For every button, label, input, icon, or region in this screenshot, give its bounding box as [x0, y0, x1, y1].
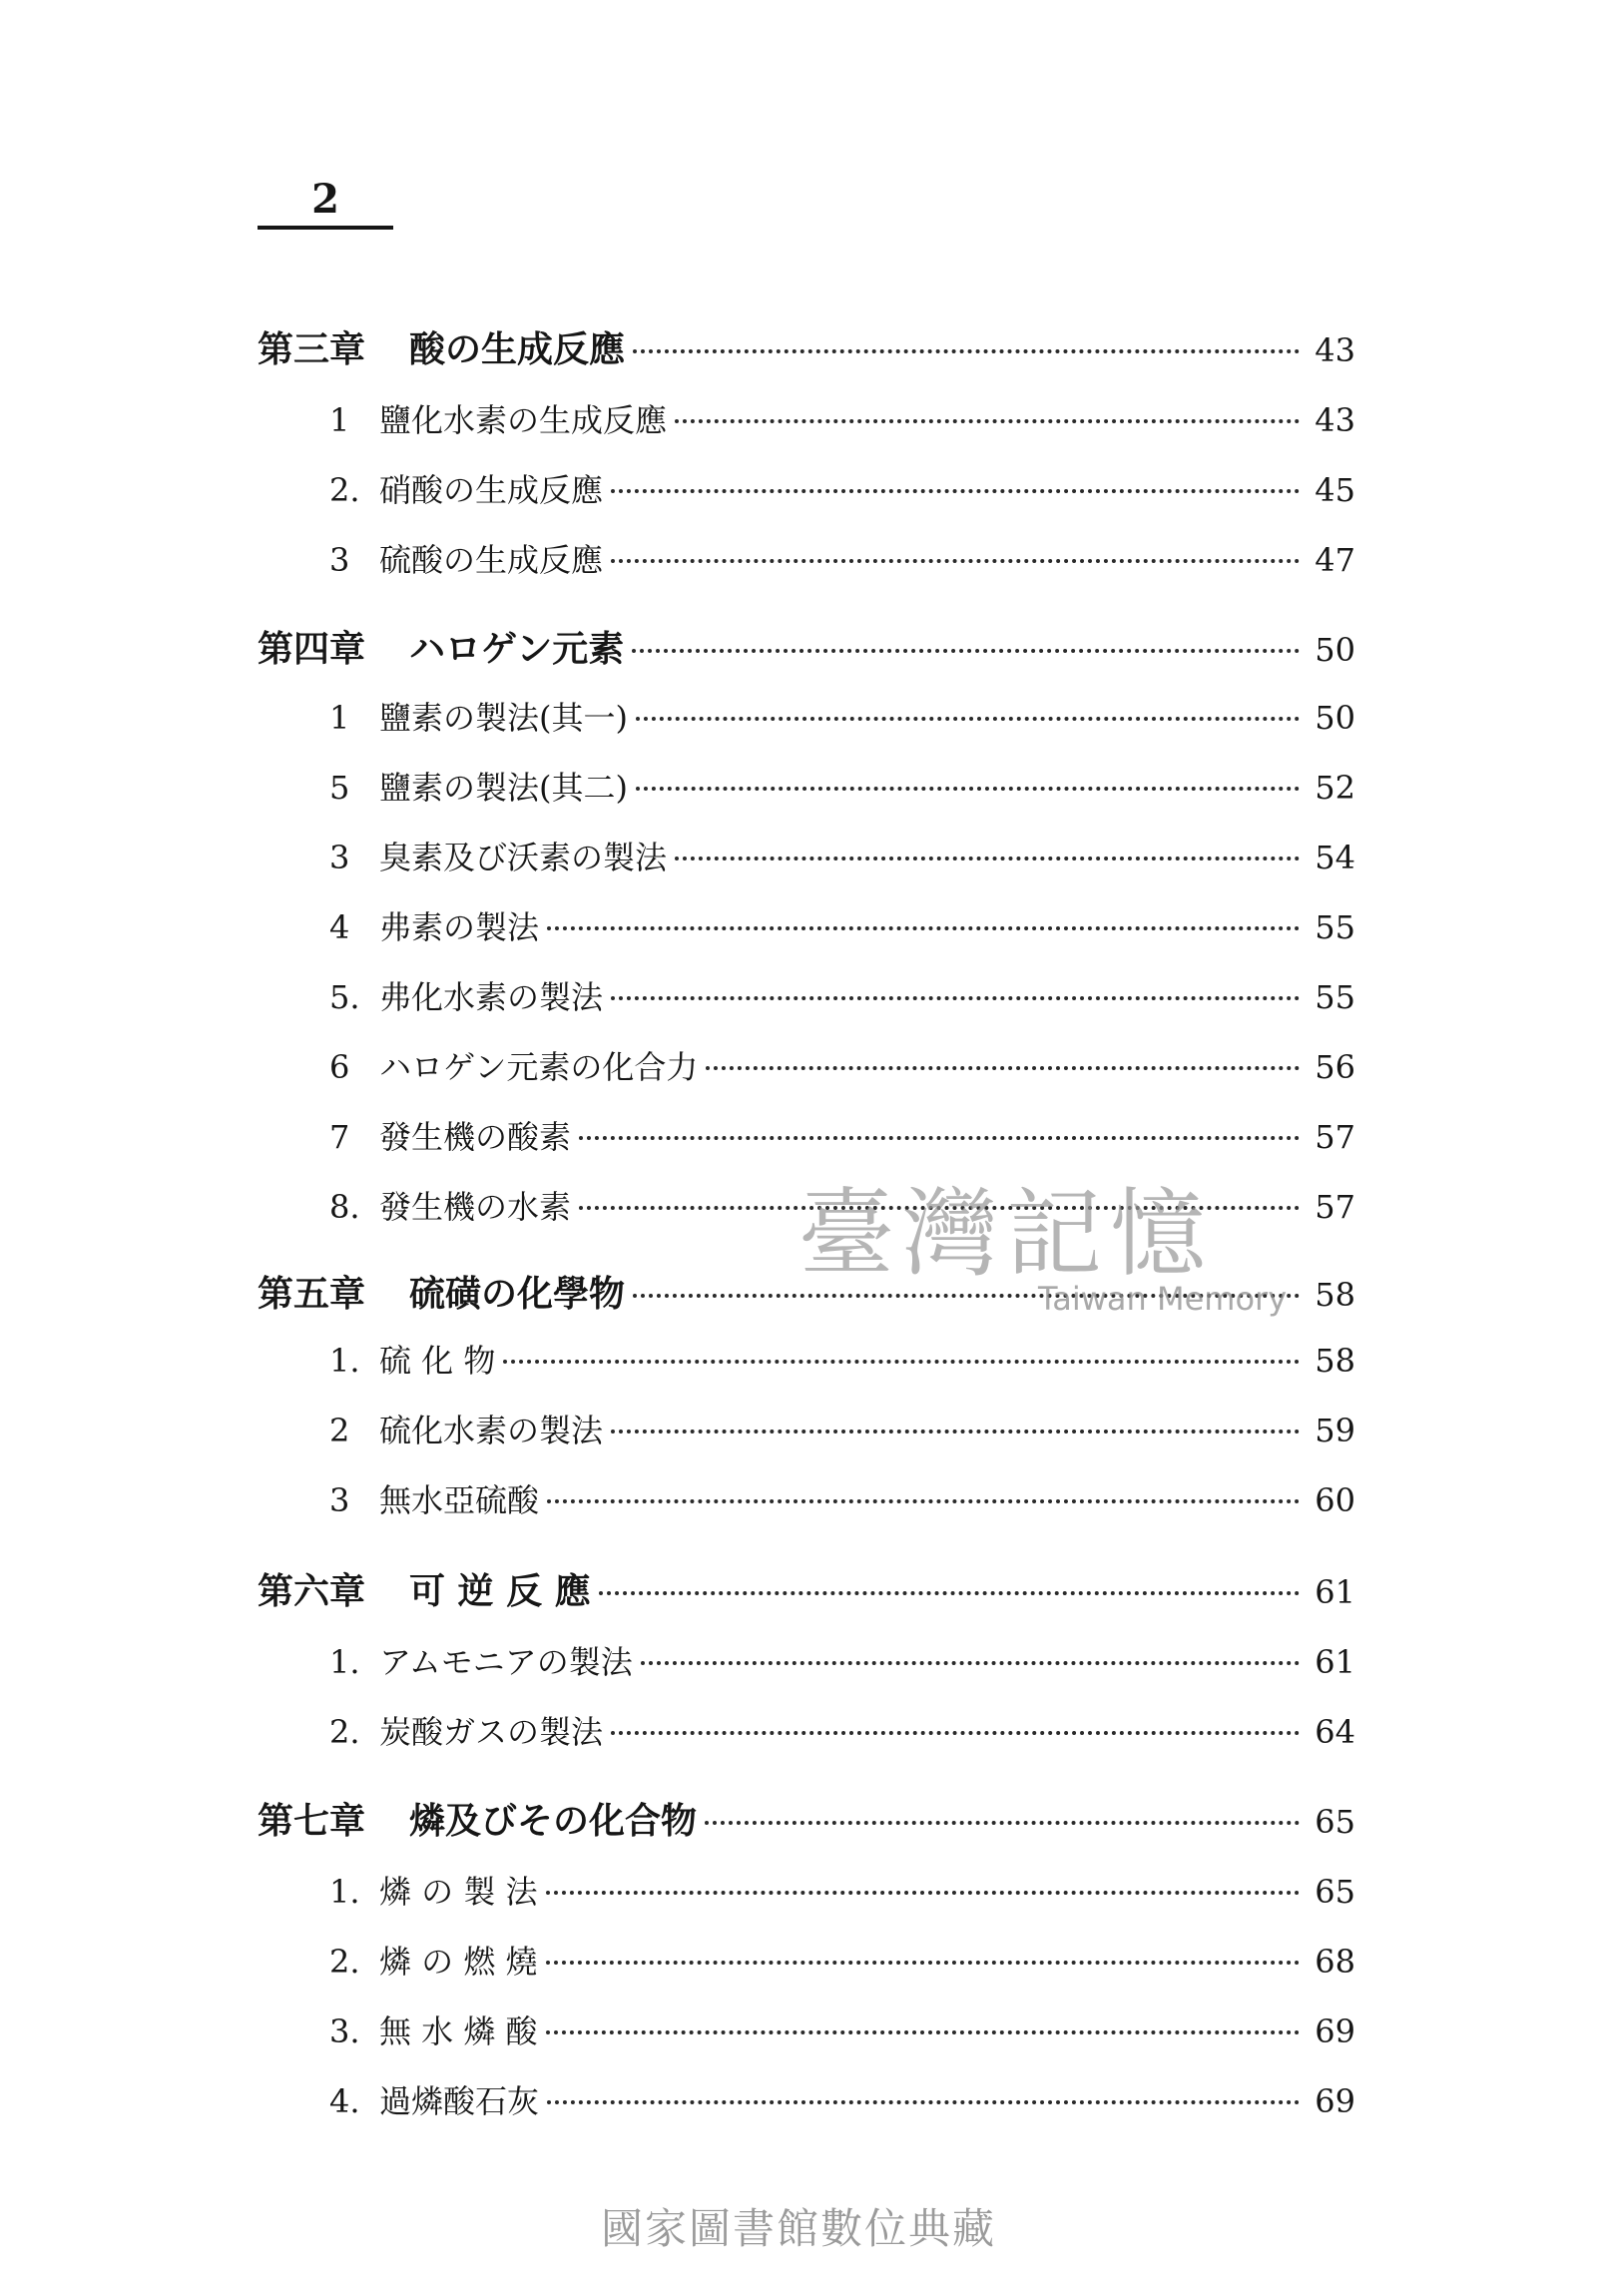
chapter-row — [258, 621, 1355, 671]
section-title: 硫化水素の製法 — [379, 1412, 604, 1449]
section-number: 1. — [329, 1873, 360, 1911]
dot-leader — [675, 857, 1300, 861]
chapter-label: 第七章 — [258, 1801, 366, 1842]
section-row — [329, 1867, 1355, 1917]
section-number: 2. — [329, 471, 360, 509]
section-title: 弗化水素の製法 — [379, 978, 604, 1016]
section-title: 鹽素の製法(其二) — [379, 769, 628, 807]
section-row — [329, 2007, 1355, 2056]
section-title: 無 水 燐 酸 — [379, 2012, 538, 2050]
section-title: アムモニアの製法 — [379, 1643, 633, 1681]
dot-leader — [579, 1136, 1300, 1140]
section-page: 54 — [1315, 839, 1355, 876]
section-number: 5 — [329, 769, 350, 807]
chapter-page: 65 — [1315, 1803, 1355, 1841]
chapter-row — [258, 1563, 1355, 1613]
section-page: 55 — [1315, 978, 1355, 1016]
section-page: 60 — [1315, 1481, 1355, 1519]
dot-leader — [611, 489, 1300, 493]
dot-leader — [611, 1430, 1300, 1434]
section-page: 57 — [1315, 1188, 1355, 1226]
section-row — [329, 972, 1355, 1022]
section-number: 3 — [329, 1481, 350, 1519]
dot-leader — [641, 1661, 1300, 1665]
section-number: 2 — [329, 1412, 350, 1449]
chapter-label: 第四章 — [258, 629, 366, 670]
section-row — [329, 1112, 1355, 1162]
section-page: 57 — [1315, 1118, 1355, 1156]
dot-leader — [547, 1499, 1300, 1503]
section-page: 55 — [1315, 908, 1355, 946]
dot-leader — [705, 1821, 1300, 1825]
dot-leader — [546, 1891, 1300, 1895]
dot-leader — [611, 1731, 1300, 1735]
section-title: 硫酸の生成反應 — [379, 541, 604, 579]
section-row — [329, 833, 1355, 882]
chapter-title: ハロゲン元素 — [409, 629, 625, 670]
section-page: 59 — [1315, 1412, 1355, 1449]
section-number: 1. — [329, 1643, 360, 1681]
dot-leader — [547, 2100, 1300, 2104]
chapter-label: 第六章 — [258, 1571, 366, 1612]
section-page: 56 — [1315, 1048, 1355, 1086]
chapter-title: 燐及びその化合物 — [409, 1801, 698, 1842]
section-number: 6 — [329, 1048, 350, 1086]
section-row — [329, 1707, 1355, 1757]
section-title: 燐 の 製 法 — [379, 1873, 538, 1911]
chapter-label: 第五章 — [258, 1274, 366, 1315]
dot-leader — [547, 926, 1300, 930]
section-row — [329, 693, 1355, 743]
section-title: 臭素及び沃素の製法 — [379, 839, 668, 876]
section-number: 4 — [329, 908, 350, 946]
footer-text: 國家圖書館數位典藏 — [600, 2204, 996, 2253]
section-number: 3. — [329, 2012, 360, 2050]
dot-leader — [546, 1961, 1300, 1965]
section-row — [329, 395, 1355, 445]
section-number: 2. — [329, 1713, 360, 1751]
chapter-page: 61 — [1315, 1573, 1355, 1611]
section-title: 硝酸の生成反應 — [379, 471, 604, 509]
section-page: 65 — [1315, 1873, 1355, 1911]
section-title: 硫 化 物 — [379, 1342, 496, 1380]
section-page: 52 — [1315, 769, 1355, 807]
section-page: 47 — [1315, 541, 1355, 579]
dot-leader — [633, 1294, 1300, 1298]
chapter-title: 酸の生成反應 — [409, 329, 626, 370]
dot-leader — [636, 787, 1300, 791]
dot-leader — [706, 1066, 1300, 1070]
page-number: 2 — [311, 176, 339, 223]
section-page: 61 — [1315, 1643, 1355, 1681]
chapter-row — [258, 321, 1355, 371]
section-row — [329, 1336, 1355, 1386]
section-title: 鹽素の製法(其一) — [379, 699, 628, 737]
section-page: 50 — [1315, 699, 1355, 737]
chapter-page: 50 — [1315, 631, 1355, 669]
chapter-page: 58 — [1315, 1276, 1355, 1314]
dot-leader — [632, 649, 1300, 653]
section-row — [329, 902, 1355, 952]
dot-leader — [546, 2030, 1300, 2034]
section-title: ハロゲン元素の化合力 — [379, 1048, 699, 1086]
dot-leader — [503, 1360, 1300, 1364]
section-row — [329, 535, 1355, 585]
dot-leader — [636, 717, 1300, 721]
watermark-latin: Taiwan Memory — [1038, 1280, 1288, 1318]
section-number: 4. — [329, 2082, 360, 2120]
section-number: 1 — [329, 699, 350, 737]
dot-leader — [633, 349, 1300, 353]
dot-leader — [675, 419, 1300, 423]
section-title: 發生機の酸素 — [379, 1118, 572, 1156]
section-page: 69 — [1315, 2082, 1355, 2120]
section-title: 無水亞硫酸 — [379, 1481, 540, 1519]
section-number: 1 — [329, 401, 350, 439]
section-row — [329, 2076, 1355, 2126]
section-number: 3 — [329, 839, 350, 876]
section-page: 69 — [1315, 2012, 1355, 2050]
chapter-row — [258, 1793, 1355, 1843]
section-number: 1. — [329, 1342, 360, 1380]
section-row — [329, 1637, 1355, 1687]
dot-leader — [611, 559, 1300, 563]
section-title: 過燐酸石灰 — [379, 2082, 540, 2120]
section-title: 炭酸ガスの製法 — [379, 1713, 604, 1751]
section-row — [329, 763, 1355, 813]
section-number: 3 — [329, 541, 350, 579]
section-number: 5. — [329, 978, 360, 1016]
section-row — [329, 1182, 1355, 1232]
chapter-title: 硫磺の化學物 — [409, 1274, 626, 1315]
dot-leader — [579, 1206, 1300, 1210]
section-row — [329, 1937, 1355, 1987]
chapter-title: 可 逆 反 應 — [409, 1571, 591, 1612]
section-page: 58 — [1315, 1342, 1355, 1380]
section-row — [329, 465, 1355, 515]
chapter-label: 第三章 — [258, 329, 366, 370]
section-page: 68 — [1315, 1943, 1355, 1981]
section-row — [329, 1475, 1355, 1525]
section-page: 64 — [1315, 1713, 1355, 1751]
section-number: 2. — [329, 1943, 360, 1981]
section-title: 燐 の 燃 燒 — [379, 1943, 538, 1981]
section-page: 45 — [1315, 471, 1355, 509]
section-title: 鹽化水素の生成反應 — [379, 401, 668, 439]
dot-leader — [611, 996, 1300, 1000]
section-number: 8. — [329, 1188, 360, 1226]
section-row — [329, 1406, 1355, 1455]
section-row — [329, 1042, 1355, 1092]
chapter-page: 43 — [1315, 331, 1355, 369]
dot-leader — [599, 1591, 1300, 1595]
section-title: 發生機の水素 — [379, 1188, 572, 1226]
section-number: 7 — [329, 1118, 350, 1156]
section-title: 弗素の製法 — [379, 908, 540, 946]
watermark-cjk: 臺灣記憶 — [798, 1178, 1214, 1290]
section-page: 43 — [1315, 401, 1355, 439]
chapter-row — [258, 1266, 1355, 1316]
